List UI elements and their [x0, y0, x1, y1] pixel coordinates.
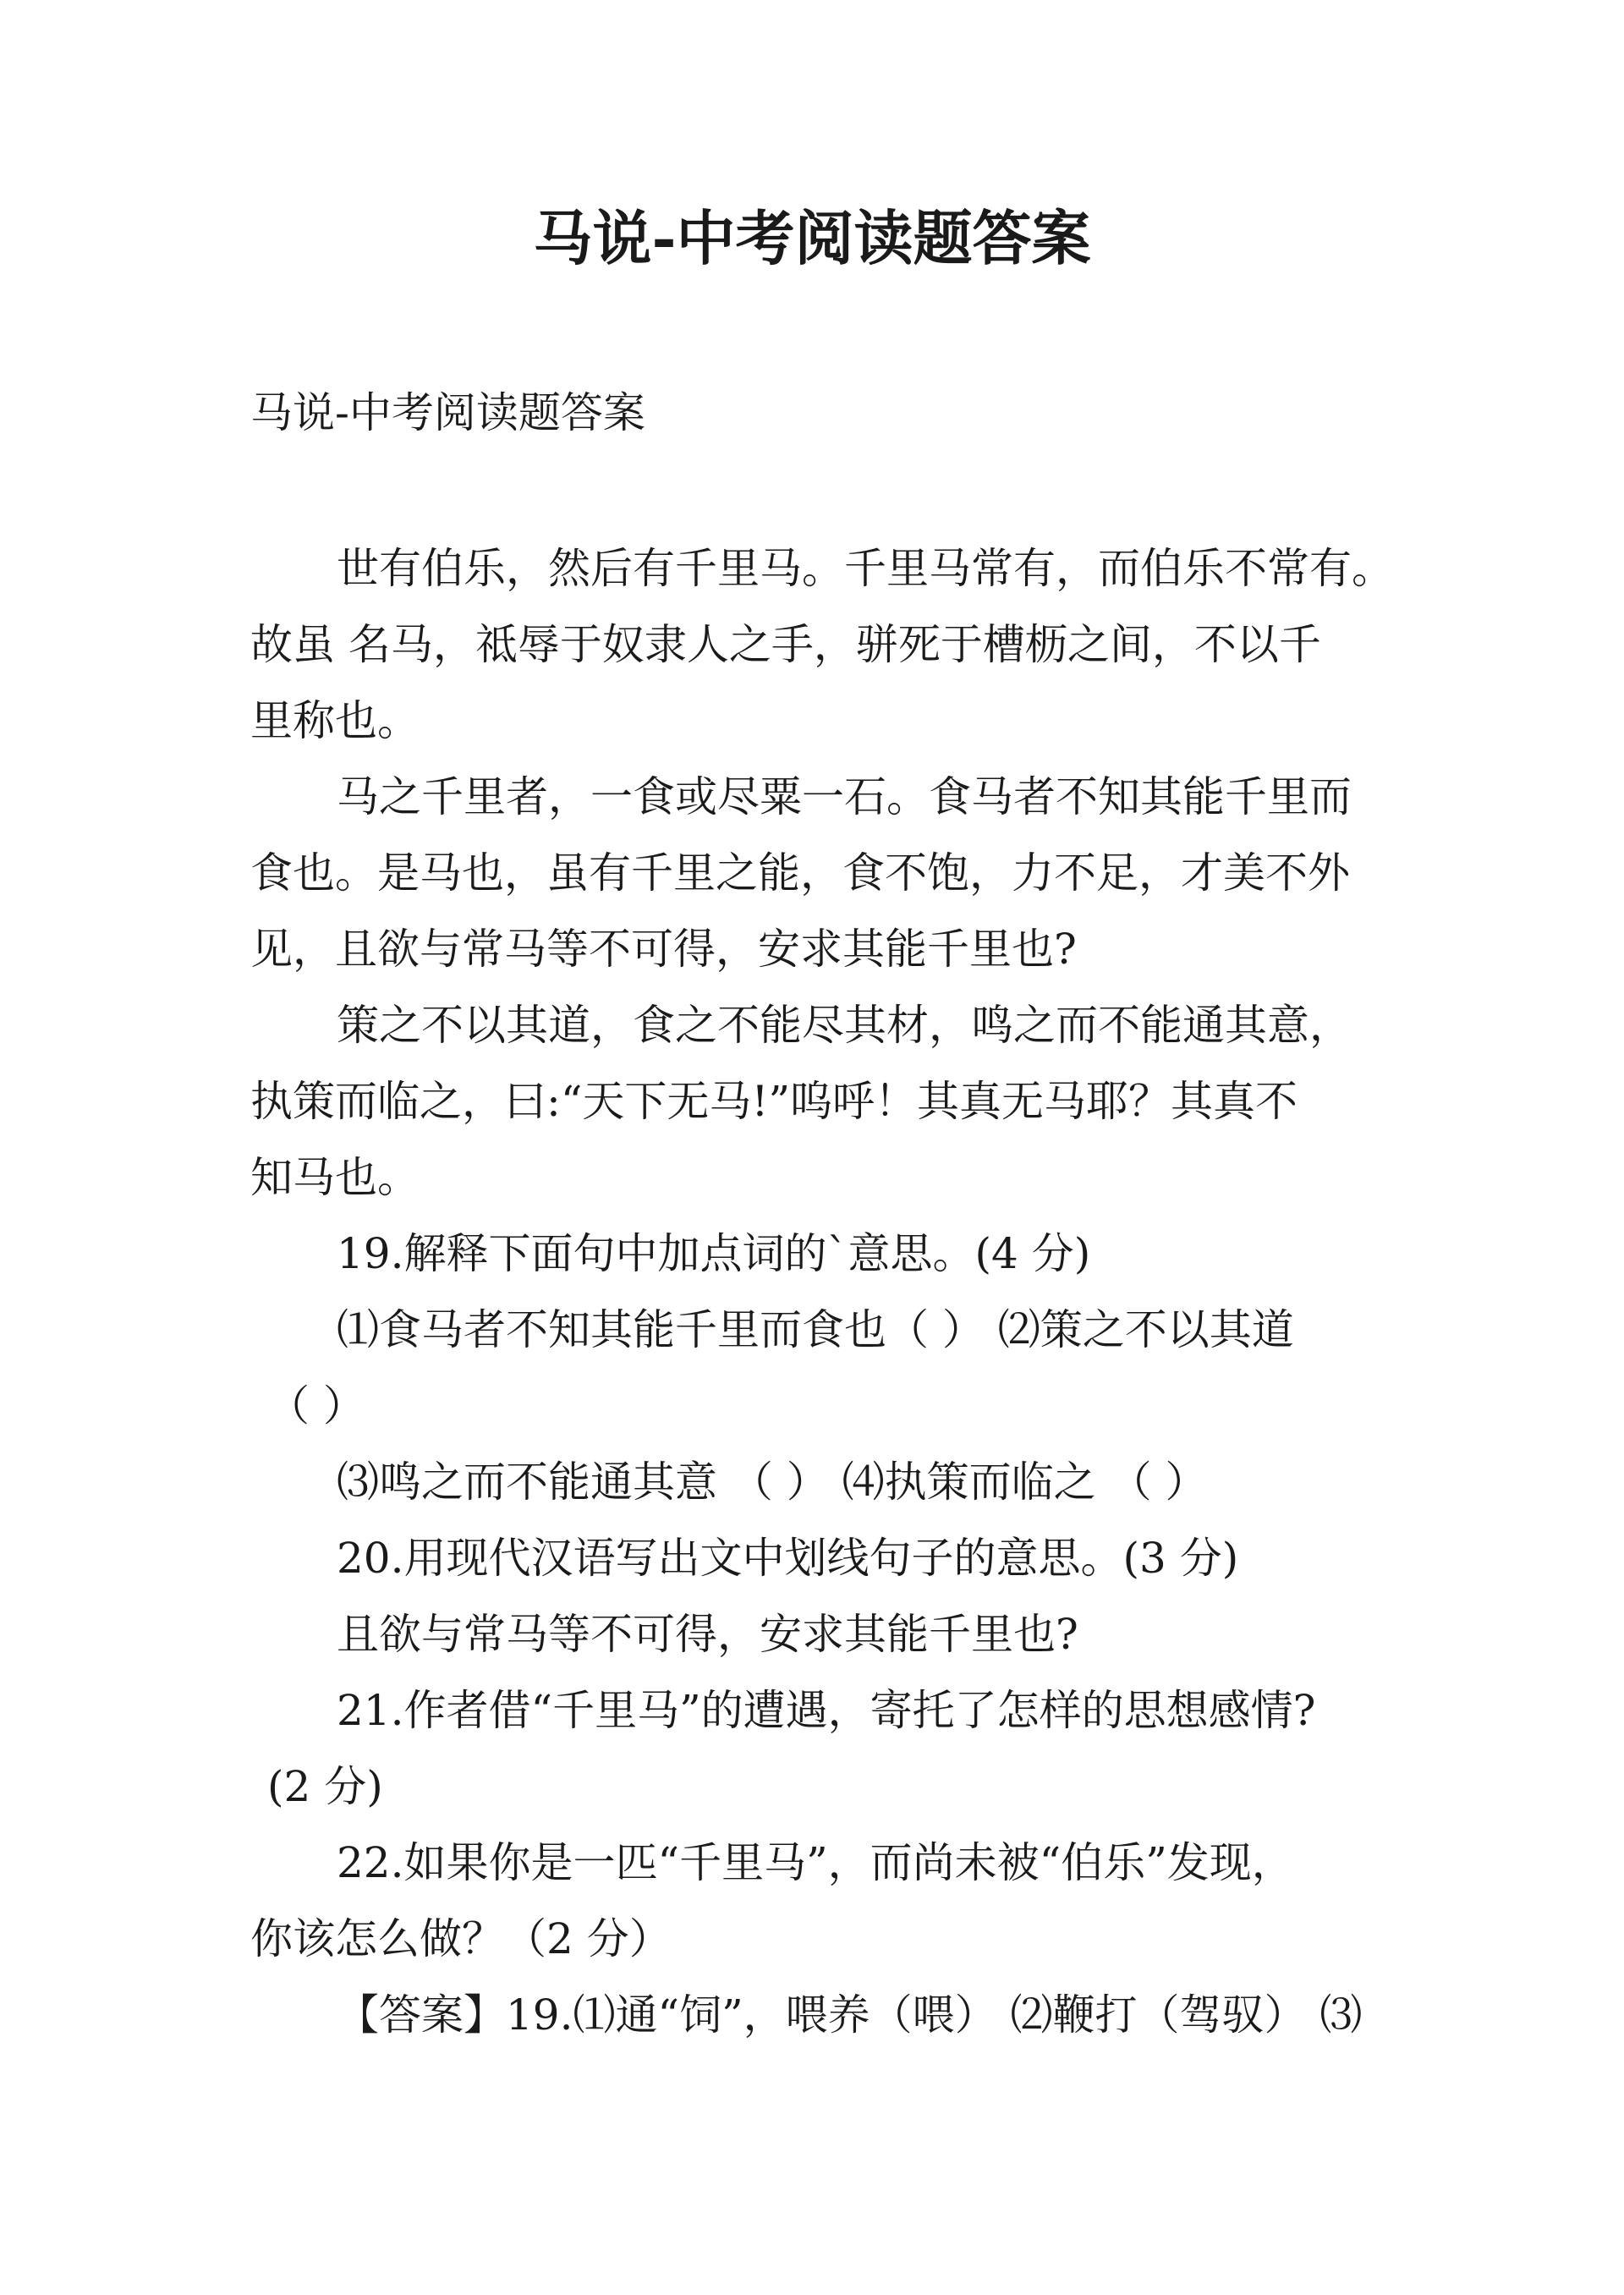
- text-line: 策之不以其道，食之不能尽其材，鸣之而不能通其意，: [337, 1001, 1352, 1050]
- document-body: [250, 530, 1394, 2053]
- question-line: 22.如果你是一匹“千里马”，而尚未被“伯乐”发现，: [337, 1838, 1294, 1887]
- document-subtitle: 马说-中考阅读题答案: [250, 388, 645, 437]
- question-line: 20.用现代汉语写出文中划线句子的意思。(3 分): [337, 1534, 1239, 1583]
- answer-line: 【答案】19.⑴通“饲”，喂养（喂） ⑵鞭打（驾驭） ⑶: [337, 1990, 1363, 2040]
- page-title: 马说-中考阅读题答案: [533, 203, 1091, 273]
- text-line: 里称也。: [250, 696, 420, 745]
- question-line: 19.解释下面句中加点词的`意思。(4 分): [337, 1229, 1091, 1278]
- question-line: （ ）: [267, 1381, 365, 1430]
- text-line: 故虽 名马，祗辱于奴隶人之手，骈死于槽枥之间，不以千: [250, 620, 1321, 669]
- question-line: 21.作者借“千里马”的遭遇，寄托了怎样的思想感情?: [337, 1686, 1316, 1735]
- question-line: 且欲与常马等不可得，安求其能千里也?: [337, 1610, 1078, 1659]
- question-line: (2 分): [267, 1762, 383, 1811]
- text-line: 知马也。: [250, 1153, 420, 1202]
- text-line: 马之千里者，一食或尽粟一石。食马者不知其能千里而: [337, 772, 1352, 821]
- question-line: ⑶鸣之而不能通其意 （ ） ⑷执策而临之 （ ）: [337, 1458, 1208, 1507]
- text-line: 世有伯乐，然后有千里马。千里马常有，而伯乐不常有。: [337, 544, 1394, 593]
- text-line: 见，且欲与常马等不可得，安求其能千里也?: [250, 925, 1077, 974]
- question-line: ⑴食马者不知其能千里而食也（ ） ⑵策之不以其道: [337, 1305, 1294, 1354]
- text-line: 食也。是马也，虽有千里之能，食不饱，力不足，才美不外: [250, 848, 1350, 898]
- question-line: 你该怎么做？（2 分）: [250, 1914, 672, 1963]
- text-line: 执策而临之，曰:“天下无马!”呜呼！其真无马耶？其真不: [250, 1077, 1298, 1126]
